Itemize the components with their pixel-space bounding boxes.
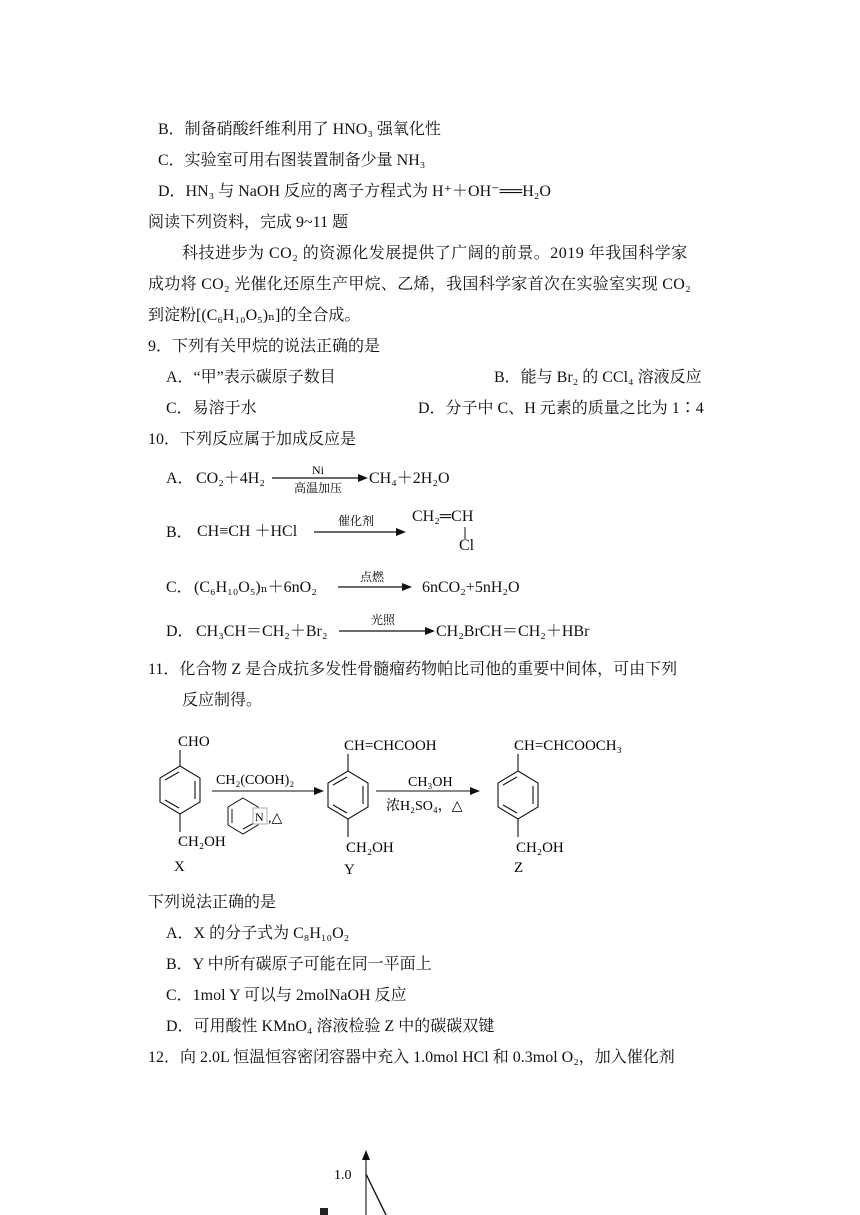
q10-c-arrow-top: 点燃	[359, 570, 385, 584]
q12-graph-fragment	[320, 1148, 400, 1215]
q12-stem: 12．向 2.0L 恒温恒容密闭容器中充入 1.0mol HCl 和 0.3mol O₂，加入催化剂	[148, 1049, 675, 1066]
q11-option-d: D．可用酸性 KMnO₄ 溶液检验 Z 中的碳碳双键	[166, 1018, 495, 1035]
q11-stem-line-1: 11．化合物 Z 是合成抗多发性骨髓瘤药物帕比司他的重要中间体，可由下列	[148, 661, 678, 678]
q10-b-arrow-top: 催化剂	[337, 514, 375, 528]
q10-option-b-product-cl: Cl	[459, 537, 475, 554]
y-benzene-ring	[328, 771, 368, 819]
q10-stem: 10．下列反应属于加成反应是	[148, 431, 357, 448]
q9-option-d: D．分子中 C、H 元素的质量之比为 1∶4	[418, 400, 704, 417]
y-label: Y	[344, 862, 355, 878]
q10-option-c-reactants: (C₆H₁₀O₅)ₙ＋6nO₂	[194, 579, 317, 596]
q8-option-d: D．HN₃ 与 NaOH 反应的离子方程式为 H⁺＋OH⁻══H₂O	[158, 183, 551, 200]
q9-stem: 9．下列有关甲烷的说法正确的是	[148, 338, 381, 355]
q10-option-a-arrow	[270, 460, 370, 496]
step1-condition: ,△	[268, 811, 283, 826]
reading-intro: 阅读下列资料，完成 9~11 题	[148, 214, 349, 231]
step1-reagent: CH₂(COOH)₂	[216, 773, 295, 788]
q10-option-c-label: C．	[166, 579, 193, 596]
step2-condition: 浓H₂SO₄，△	[386, 799, 463, 814]
z-benzene-ring	[498, 771, 538, 819]
z-bottom-group: CH₂OH	[516, 840, 564, 856]
q11-option-a: A．X 的分子式为 C₈H₁₀O₂	[166, 925, 350, 942]
x-top-group: CHO	[178, 734, 210, 750]
q11-question: 下列说法正确的是	[148, 894, 277, 911]
x-benzene-ring	[160, 766, 200, 814]
q9-option-a: A．“甲”表示碳原子数目	[166, 369, 336, 386]
y-bottom-group: CH₂OH	[346, 840, 394, 856]
q9-option-c: C．易溶于水	[166, 400, 257, 417]
q11-reaction-scheme	[150, 728, 650, 878]
q10-option-d-arrow	[337, 610, 437, 636]
q10-option-b-label: B．	[166, 524, 193, 541]
y-top-group: CH=CHCOOH	[344, 738, 437, 754]
q10-option-a-products: CH₄＋2H₂O	[369, 470, 450, 487]
reading-paragraph-line-1: 科技进步为 CO₂ 的资源化发展提供了广阔的前景。2019 年我国科学家	[182, 245, 688, 262]
pyridine-n: N	[255, 810, 264, 824]
reading-paragraph-line-2: 成功将 CO₂ 光催化还原生产甲烷、乙烯，我国科学家首次在实验室实现 CO₂	[148, 276, 692, 293]
q10-option-b-reactants: CH≡CH ＋HCl	[197, 523, 298, 540]
reading-paragraph-line-3: 到淀粉[(C₆H₁₀O₅)ₙ]的全合成。	[148, 307, 361, 324]
q11-option-c: C．1mol Y 可以与 2molNaOH 反应	[166, 987, 407, 1004]
q10-option-c-products: 6nCO₂+5nH₂O	[422, 579, 520, 596]
q11-stem-line-2: 反应制得。	[182, 692, 263, 709]
x-label: X	[174, 859, 185, 875]
q10-a-arrow-bottom: 高温加压	[293, 481, 343, 495]
z-top-group: CH=CHCOOCH₃	[514, 738, 622, 754]
q12-graph-y-tick: 1.0	[334, 1168, 352, 1183]
q10-option-c-arrow	[336, 568, 414, 594]
q10-option-a-label: A．	[166, 470, 194, 487]
z-label: Z	[514, 860, 524, 876]
x-bottom-group: CH₂OH	[178, 834, 226, 850]
q10-option-b-product-main: CH₂═CH	[412, 508, 474, 525]
q10-option-d-reactants: CH₃CH＝CH₂＋Br₂	[196, 623, 328, 640]
q11-option-b: B．Y 中所有碳原子可能在同一平面上	[166, 956, 432, 973]
q9-option-b: B．能与 Br₂ 的 CCl₄ 溶液反应	[494, 369, 702, 386]
q10-option-b-arrow	[312, 512, 408, 538]
q10-option-a-reactants: CO₂＋4H₂	[196, 470, 265, 487]
q8-option-b: B．制备硝酸纤维利用了 HNO₃ 强氧化性	[158, 121, 441, 138]
q10-option-d-label: D．	[166, 623, 194, 640]
step2-reagent: CH₃OH	[408, 775, 453, 790]
q8-option-c: C．实验室可用右图装置制备少量 NH₃	[158, 152, 426, 169]
q10-a-arrow-top: Ni	[312, 463, 324, 477]
q10-option-d-products: CH₂BrCH＝CH₂＋HBr	[436, 623, 590, 640]
q10-d-arrow-top: 光照	[370, 613, 396, 627]
